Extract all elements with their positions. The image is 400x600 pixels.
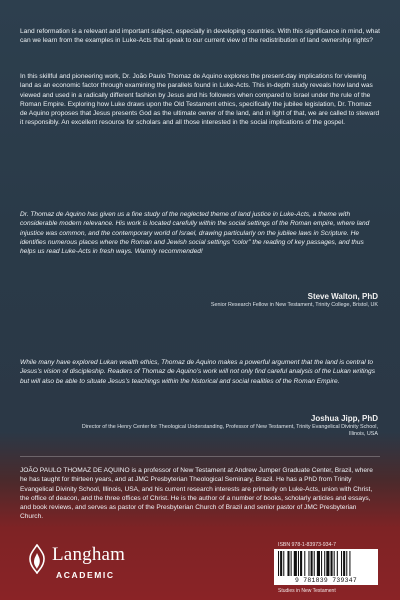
barcode-bar xyxy=(283,551,284,576)
barcode-bar xyxy=(308,551,309,576)
barcode-bar xyxy=(278,551,279,576)
langham-flame-icon xyxy=(26,544,48,574)
barcode-bar xyxy=(280,551,282,576)
barcode-bar xyxy=(300,551,302,576)
barcode-bar xyxy=(298,551,299,576)
barcode-bar xyxy=(304,551,305,576)
description-paragraph: In this skillful and pioneering work, Dr. João Paulo Thomaz de Aquino explores the present-day implications for viewing land as an economic factor through examining the parallels found in Luke-Acts. This in-depth study reveals how land was viewed and used in a radically different fashion by Jesus and his followers when compared to Israel under the rule of the Roman Empire. Exploring how Luke draws upon the Old Testament ethics, specifically the jubilee legislation, Dr. Thomaz de Aquino proposes that Jesus presents God as the ultimate owner of the land, and in light of that, we are called to steward it responsibly. An excellent resource for scholars and all those interested in the social implications of the gospel. xyxy=(20,73,380,127)
barcode-bar xyxy=(324,551,325,576)
endorser-name-walton: Steve Walton, PhD xyxy=(307,292,378,301)
publisher-logo xyxy=(26,540,146,586)
barcode-bar xyxy=(311,551,313,576)
endorser-name-jipp: Joshua Jipp, PhD xyxy=(310,414,378,423)
intro-paragraph: Land reformation is a relevant and important subject, especially in developing countries. With this significance in mind, what can we learn from the examples in Luke-Acts that speak to our current view of the redistribution of land ownership rights? xyxy=(20,28,380,45)
isbn-label: ISBN 978-1-83973-934-7 xyxy=(278,542,336,548)
barcode-bar xyxy=(346,551,347,576)
barcode-bar xyxy=(341,551,342,576)
barcode-bar xyxy=(343,551,345,576)
barcode-bars xyxy=(278,551,374,576)
publisher-name: Langham xyxy=(52,544,126,565)
series-label: Studies in New Testament xyxy=(278,588,336,594)
barcode xyxy=(274,549,378,585)
barcode-bar xyxy=(321,551,322,576)
barcode-bar xyxy=(314,551,315,576)
barcode-digits: 9 781839 739347 xyxy=(294,577,358,584)
author-bio: JOÃO PAULO THOMAZ DE AQUINO is a professor of New Testament at Andrew Jumper Graduate Center, Brazil, where he has taught for thirteen years, and at JMC Presbyterian Theological Seminary, Brazil. He has a PhD from Trinity Evangelical Divinity School, Illinois, USA, and his current research interests are primarily on Luke-Acts, union with Christ, the office of deacon, and the three offices of Christ. He is the author of a number of books, scholarly articles and essays, and book reviews, and serves as pastor of the Presbyterian Church of Brazil and senior pastor of JMC Presbyterian Church. xyxy=(20,467,373,521)
endorsement-quote-jipp: While many have explored Lukan wealth ethics, Thomaz de Aquino makes a powerful argument that the land is central to Jesus’s vision of discipleship. Readers of Thomaz de Aquino’s work will not only find careful analysis of the Lukan writings but will also be able to situate Jesus’s teachings within the historical and social realities of the Roman Empire. xyxy=(20,359,376,385)
endorser-role-walton: Senior Research Fellow in New Testament, Trinity College, Bristol, UK xyxy=(210,302,378,308)
barcode-bar xyxy=(287,551,289,576)
publisher-imprint: ACADEMIC xyxy=(56,570,115,580)
endorser-role-jipp: Director of the Henry Center for Theological Understanding, Professor of New Testament, Trinity Evangelical Divinity School, Illinois, USA xyxy=(81,424,378,437)
barcode-bar xyxy=(294,551,297,576)
barcode-bar xyxy=(331,551,333,576)
endorsement-quote-walton: Dr. Thomaz de Aquino has given us a fine study of the neglected theme of land justice in Luke-Acts, a theme with considerable modern relevance. His work is located carefully within the social settings of the Roman empire, where land injustice was common, and the contemporary world of Israel, drawing particularly on the jubilee laws in Scripture. He identifies numerous places where the Roman and Jewish social settings “color” the reading of key passages, and thus helps us read Luke-Acts in fresh ways. Warmly recommended! xyxy=(20,211,370,256)
barcode-bar xyxy=(334,551,335,576)
barcode-bar xyxy=(326,551,329,576)
barcode-bar xyxy=(291,551,292,576)
section-divider xyxy=(20,456,380,457)
barcode-bar xyxy=(317,551,320,576)
barcode-bar xyxy=(337,551,338,576)
barcode-bar xyxy=(349,551,350,576)
